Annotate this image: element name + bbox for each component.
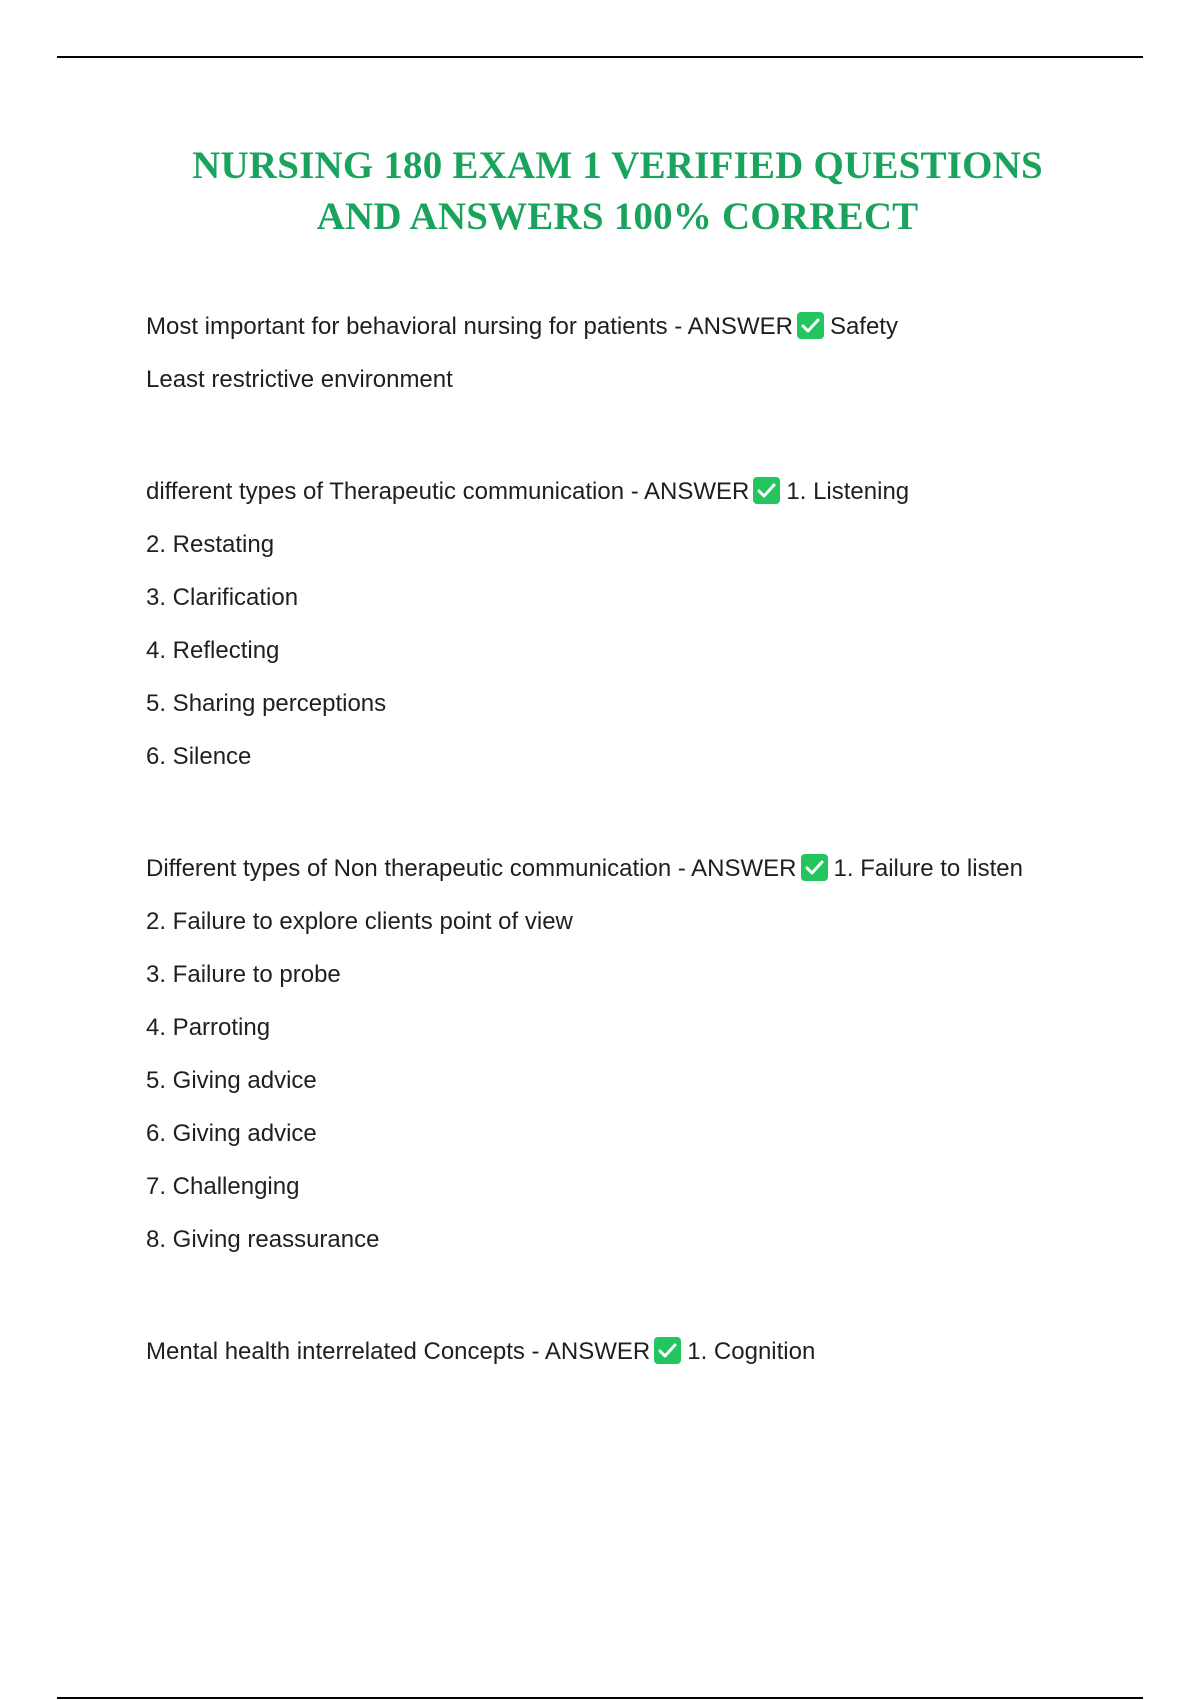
answer-line: 5. Sharing perceptions — [146, 690, 387, 717]
section-gap — [146, 414, 1066, 473]
answer-line: 6. Giving advice — [146, 1120, 317, 1147]
answer-line: 5. Giving advice — [146, 1067, 317, 1094]
bottom-rule — [57, 1697, 1143, 1699]
check-icon — [797, 312, 824, 339]
question-1-line — [146, 308, 1066, 346]
answer-marker: ANSWER — [687, 313, 793, 340]
question-4-prompt: Mental health interrelated Concepts - — [146, 1338, 545, 1365]
question-4-line — [146, 1333, 1066, 1371]
answer-line: Least restrictive environment — [146, 366, 453, 393]
question-1-answer-first: Safety — [829, 313, 898, 340]
answer-line: 2. Failure to explore clients point of view — [146, 908, 573, 935]
answer-line: 7. Challenging — [146, 1173, 300, 1200]
title-line-1: NURSING 180 EXAM 1 VERIFIED QUESTIONS — [192, 144, 1043, 187]
answer-line: 4. Reflecting — [146, 637, 280, 664]
question-3-prompt: Different types of Non therapeutic communication - — [146, 855, 692, 882]
answer-marker: ANSWER — [644, 478, 750, 505]
check-icon — [654, 1337, 681, 1364]
document-title — [0, 140, 1200, 242]
answer-line: 6. Silence — [146, 743, 252, 770]
question-3-line — [146, 850, 1066, 888]
answer-line: 3. Clarification — [146, 584, 299, 611]
check-icon — [753, 477, 780, 504]
answer-line: 4. Parroting — [146, 1014, 271, 1041]
section-gap — [146, 791, 1066, 850]
question-2-prompt: different types of Therapeutic communication - — [146, 478, 645, 505]
section-gap — [146, 1274, 1066, 1333]
answer-line: 2. Restating — [146, 531, 275, 558]
question-4-answer-first: 1. Cognition — [687, 1338, 816, 1365]
answer-marker: ANSWER — [691, 855, 797, 882]
question-2-line — [146, 473, 1066, 511]
question-3-answer-first: 1. Failure to listen — [833, 855, 1023, 882]
question-2-answer-first: 1. Listening — [786, 478, 910, 505]
question-1-prompt: Most important for behavioral nursing for patients - — [146, 313, 688, 340]
top-rule — [57, 56, 1143, 58]
answer-line: 8. Giving reassurance — [146, 1226, 380, 1253]
qa-content — [146, 308, 1066, 1386]
answer-line: 3. Failure to probe — [146, 961, 341, 988]
answer-marker: ANSWER — [544, 1338, 651, 1365]
title-line-2: AND ANSWERS 100% CORRECT — [316, 195, 919, 238]
check-icon — [801, 854, 828, 881]
